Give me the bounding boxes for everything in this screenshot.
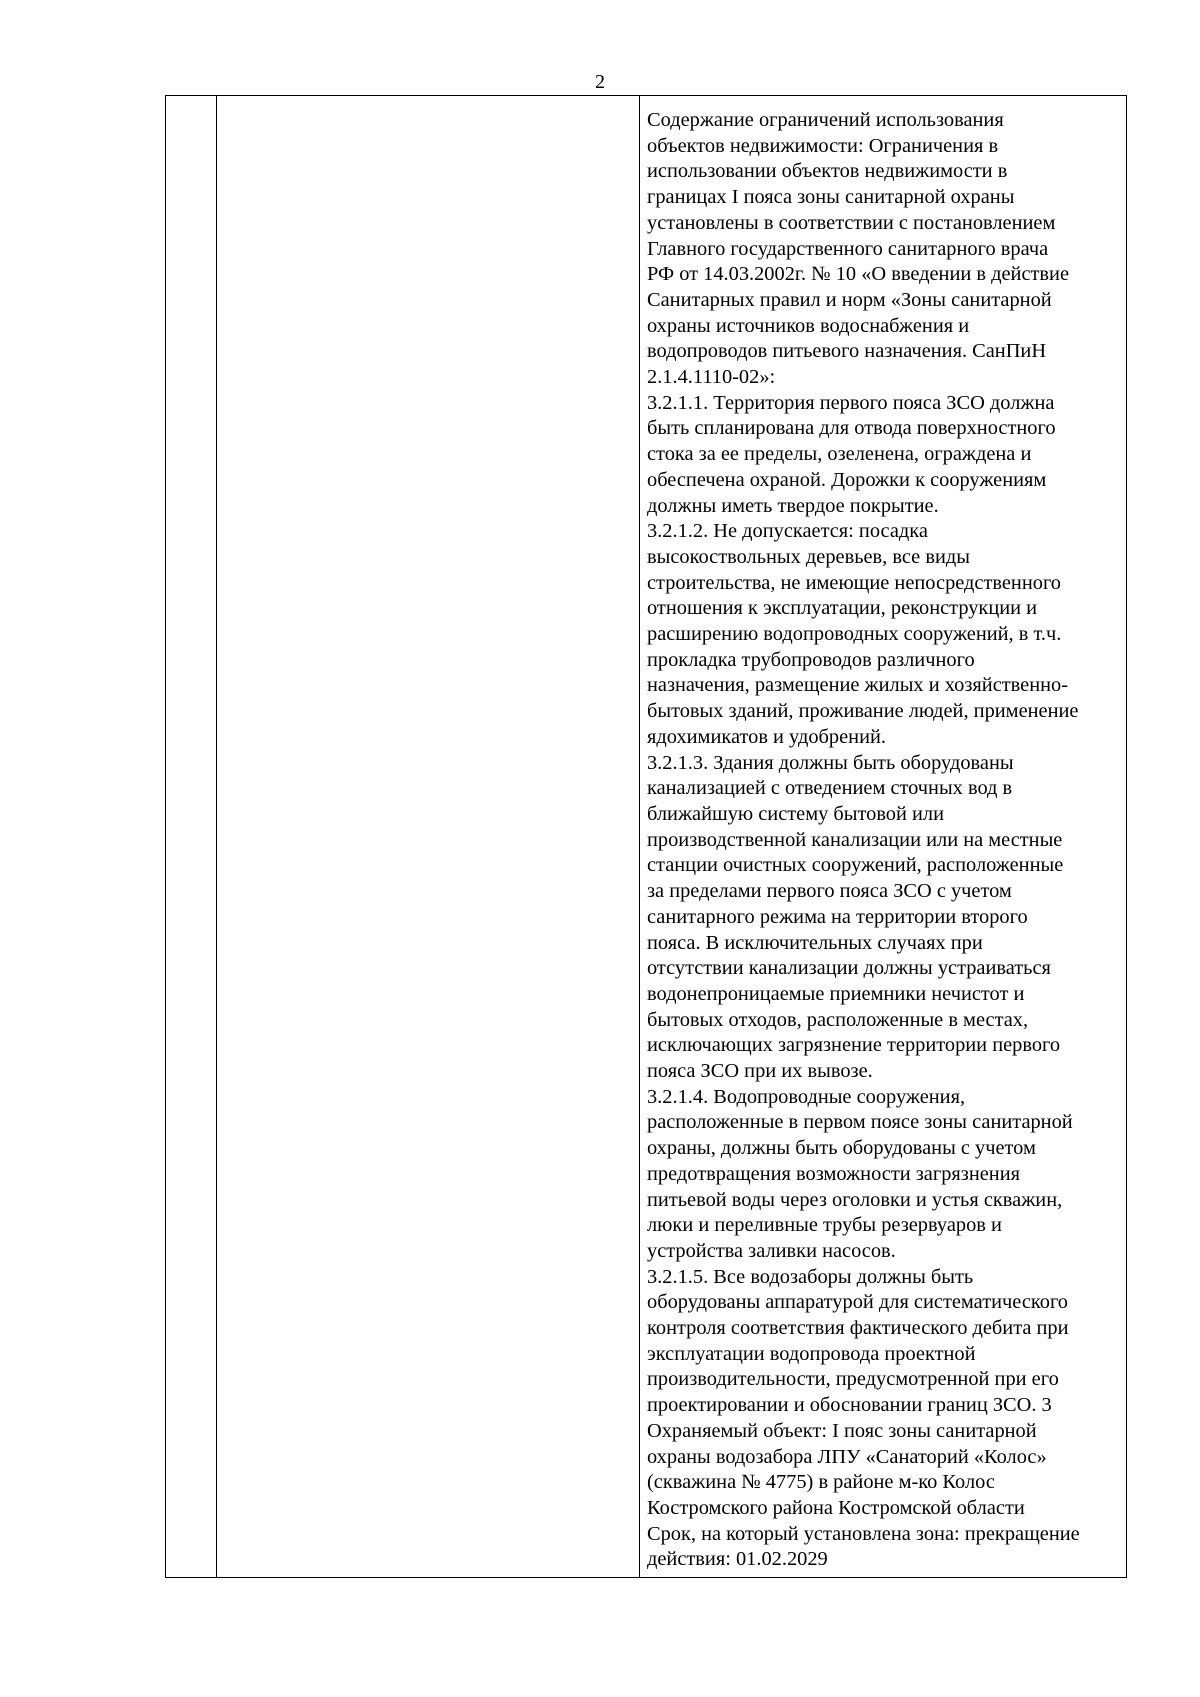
zone-term: Срок, на который установлена зона: прекращение действия: 01.02.2029 bbox=[647, 1522, 1080, 1571]
restriction-3-2-1-1: 3.2.1.1. Территория первого пояса ЗСО должна быть спланирована для отвода поверхностного стока за ее пределы, озеленена, ограждена и обеспечена охраной. Дорожки к сооружениям должны иметь твердое покрытие. bbox=[647, 391, 1056, 517]
restriction-intro: Содержание ограничений использования объектов недвижимости: Ограничения в использовании объектов недвижимости в границах I пояса зоны санитарной охраны установлены в соответствии с постановлением Главного государственного санитарного врача РФ от 14.03.2002г. № 10 «О введении в действие Санитарных правил и норм «Зоны санитарной охраны источников водоснабжения и водопроводов питьевого назначения. СанПиН 2.1.4.1110-02»: bbox=[647, 109, 1069, 389]
table-cell-name bbox=[217, 96, 640, 1577]
restriction-3-2-1-5: 3.2.1.5. Все водозаборы должны быть оборудованы аппаратурой для систематического контроля соответствия фактического дебита при эксплуатации водопровода проектной производительности, предусмотренной при его проектировании и обосновании границ ЗСО. 3 bbox=[647, 1265, 1069, 1417]
restriction-3-2-1-4: 3.2.1.4. Водопроводные сооружения, расположенные в первом поясе зоны санитарной охраны, должны быть оборудованы с учетом предотвращения возможности загрязнения питьевой воды через оголовки и устья скважин, люки и переливные трубы резервуаров и устройства заливки насосов. bbox=[647, 1085, 1073, 1262]
page-number: 2 bbox=[595, 71, 605, 93]
table-cell-description bbox=[640, 96, 1126, 1577]
restriction-3-2-1-3: 3.2.1.3. Здания должны быть оборудованы канализацией с отведением сточных вод в ближайшую систему бытовой или производственной канализации или на местные станции очистных сооружений, расположенные за пределами первого пояса ЗСО с учетом санитарного режима на территории второго пояса. В исключительных случаях при отсутствии канализации должны устраиваться водонепроницаемые приемники нечистот и бытовых отходов, расположенные в местах, исключающих загрязнение территории первого пояса ЗСО при их вывозе. bbox=[647, 751, 1064, 1083]
restrictions-table bbox=[165, 95, 1127, 1578]
table-cell-number bbox=[166, 96, 217, 1577]
protected-object: Охраняемый объект: I пояс зоны санитарной охраны водозабора ЛПУ «Санаторий «Колос» (скважина № 4775) в районе м-ко Колос Костромского района Костромской области bbox=[647, 1419, 1047, 1519]
restriction-3-2-1-2: 3.2.1.2. Не допускается: посадка высокоствольных деревьев, все виды строительства, не имеющие непосредственного отношения к эксплуатации, реконструкции и расширению водопроводных сооружений, в т.ч. прокладка трубопроводов различного назначения, размещение жилых и хозяйственно- бытовых зданий, проживание людей, применение ядохимикатов и удобрений. bbox=[647, 520, 1079, 748]
